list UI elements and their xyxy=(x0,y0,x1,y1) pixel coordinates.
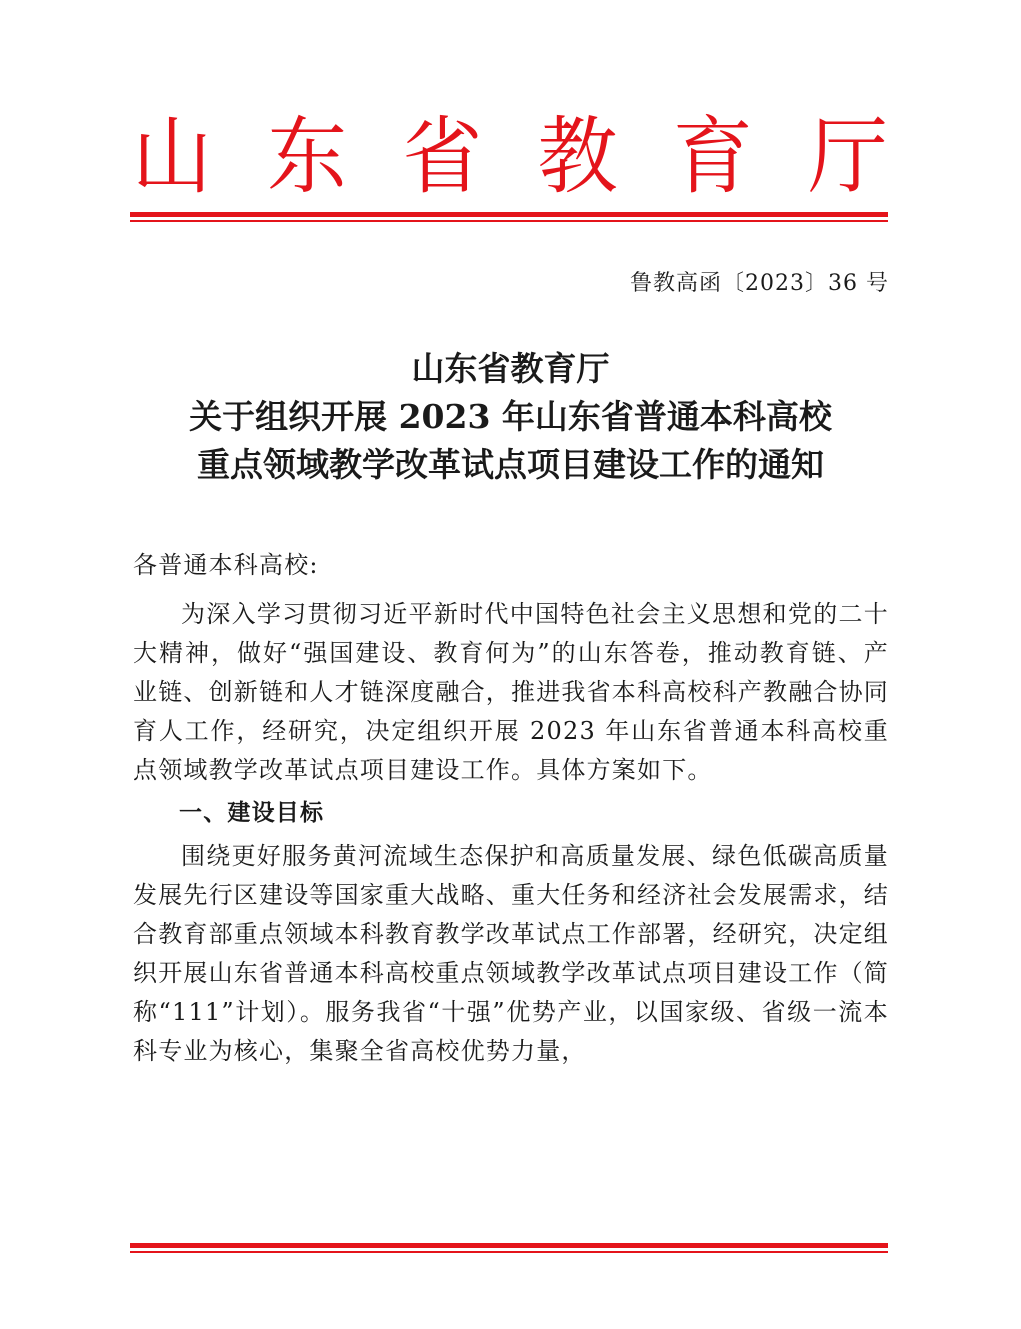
thin-rule xyxy=(130,1251,888,1253)
masthead-char: 山 xyxy=(132,107,212,206)
title-line-3: 重点领域教学改革试点项目建设工作的通知 xyxy=(197,445,824,484)
thick-rule xyxy=(130,1243,888,1248)
document-body xyxy=(133,546,889,1071)
title-line-1: 山东省教育厅 xyxy=(411,349,610,388)
header-red-rule xyxy=(130,212,888,222)
footer-red-rule xyxy=(130,1243,888,1253)
intro-paragraph: 为深入学习贯彻习近平新时代中国特色社会主义思想和党的二十大精神，做好“强国建设、教育何为”的山东答卷，推动教育链、产业链、创新链和人才链深度融合，推进我省本科高校科产教融合协同育人工作，经研究，决定组织开展 2023 年山东省普通本科高校重点领域教学改革试点项目建设工作。具体方案如下。 xyxy=(133,600,889,784)
masthead-char: 教 xyxy=(537,107,618,206)
thick-rule xyxy=(130,212,888,217)
masthead-char: 厅 xyxy=(807,107,888,206)
masthead-char: 东 xyxy=(267,107,348,206)
masthead xyxy=(132,107,888,206)
section-heading: 一、建设目标 xyxy=(179,800,325,826)
salutation: 各普通本科高校: xyxy=(133,551,319,579)
masthead-char: 省 xyxy=(402,107,483,206)
document-number: 鲁教高函〔2023〕36 号 xyxy=(630,271,889,296)
masthead-char: 育 xyxy=(672,107,753,206)
title-line-2: 关于组织开展 2023 年山东省普通本科高校 xyxy=(189,397,832,436)
thin-rule xyxy=(130,220,888,222)
document-title xyxy=(100,345,921,489)
section-paragraph: 围绕更好服务黄河流域生态保护和高质量发展、绿色低碳高质量发展先行区建设等国家重大战略、重大任务和经济社会发展需求，结合教育部重点领域本科教育教学改革试点工作部署，经研究，决定组织开展山东省普通本科高校重点领域教学改革试点项目建设工作（简称“111”计划）。服务我省“十强”优势产业，以国家级、省级一流本科专业为核心，集聚全省高校优势力量， xyxy=(133,842,889,1065)
